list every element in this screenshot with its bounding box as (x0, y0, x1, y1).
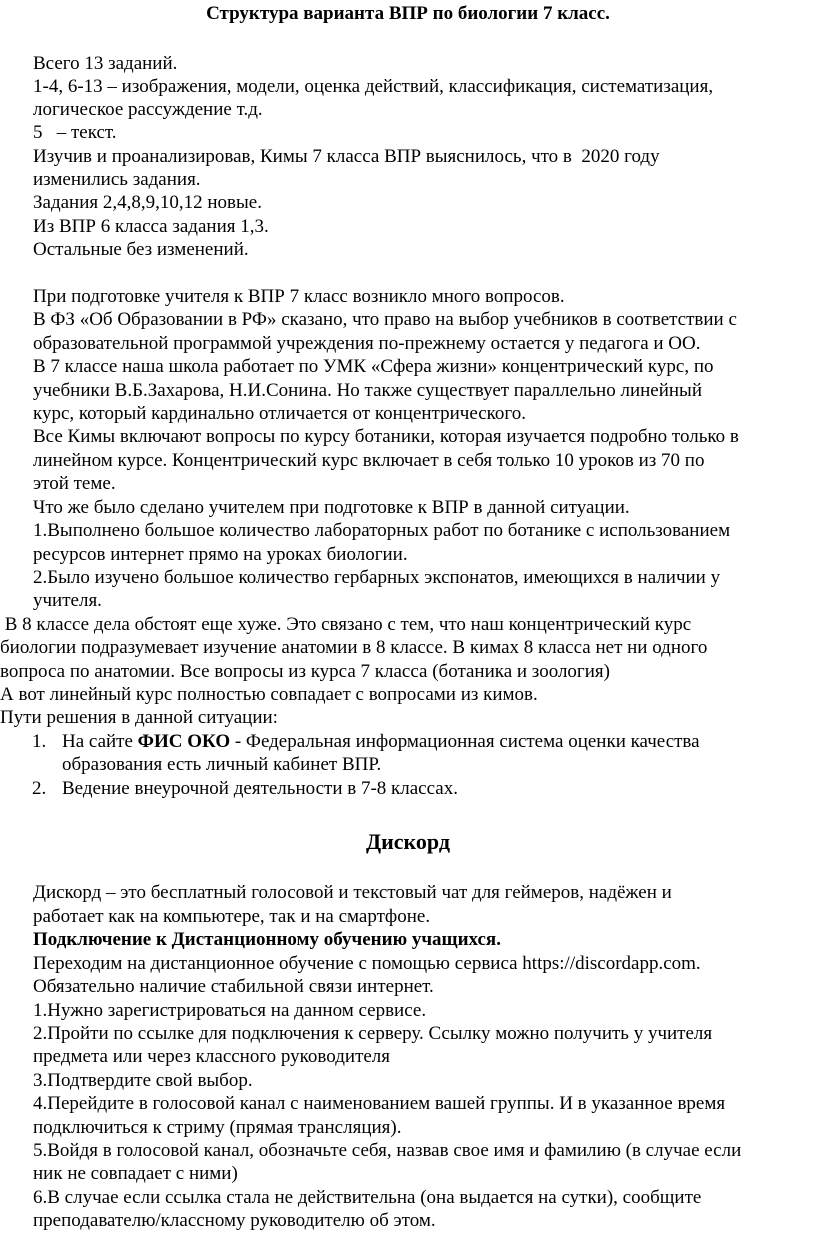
grade8-line: В 8 классе дела обстоят еще хуже. Это связано с тем, что наш концентрический курс (0, 614, 692, 635)
discord-intro-line: работает как на компьютере, так и на смартфоне. (33, 906, 431, 927)
body-line: В ФЗ «Об Образовании в РФ» сказано, что право на выбор учебников в соответствии с (33, 309, 737, 330)
grade8-line: А вот линейный курс полностью совпадает с вопросами из кимов. (0, 684, 538, 705)
discord-step-line: предмета или через классного руководителя (33, 1046, 391, 1067)
body-line: ресурсов интернет прямо на уроках биологии. (33, 544, 408, 565)
intro-line: изменились задания. (33, 169, 201, 190)
intro-line: Остальные без изменений. (33, 239, 249, 260)
intro-line: Изучив и проанализировав, Кимы 7 класса ВПР выяснилось, что в 2020 году (33, 146, 660, 167)
document-title: Структура варианта ВПР по биологии 7 класс. (206, 3, 610, 24)
discord-step-line: 5.Войдя в голосовой канал, обозначьте себя, назвав свое имя и фамилию (в случае если (33, 1140, 742, 1161)
list-item: Ведение внеурочной деятельности в 7-8 классах. (62, 778, 458, 799)
discord-step-line: ник не совпадает с ними) (33, 1163, 238, 1184)
discord-step-line: 4.Перейдите в голосовой канал с наименованием вашей группы. И в указанное время (33, 1093, 726, 1114)
list-item-continuation: образования есть личный кабинет ВПР. (62, 754, 382, 775)
body-line: курс, который кардинально отличается от концентрического. (33, 403, 526, 424)
intro-line: Всего 13 заданий. (33, 53, 178, 74)
discord-step-line: 1.Нужно зарегистрироваться на данном сервисе. (33, 1000, 427, 1021)
list-item-text: На сайте (62, 731, 138, 752)
discord-heading: Дискорд (365, 829, 451, 854)
body-line: Все Кимы включают вопросы по курсу ботаники, которая изучается подробно только в (33, 426, 739, 447)
intro-line: Из ВПР 6 класса задания 1,3. (33, 216, 269, 237)
intro-line: логическое рассуждение т.д. (33, 99, 263, 120)
grade8-line: биологии подразумевает изучение анатомии в 8 классе. В кимах 8 класса нет ни одного (0, 637, 708, 658)
list-item (62, 730, 700, 753)
body-line: этой теме. (33, 473, 116, 494)
intro-line: 1-4, 6-13 – изображения, модели, оценка действий, классификация, систематизация, (33, 76, 714, 97)
discord-step-line: 3.Подтвердите свой выбор. (33, 1070, 253, 1091)
body-line: При подготовке учителя к ВПР 7 класс возникло много вопросов. (33, 286, 565, 307)
list-number: 2. (32, 778, 47, 799)
intro-line: 5 – текст. (33, 122, 117, 143)
body-line: 1.Выполнено большое количество лабораторных работ по ботанике с использованием (33, 520, 731, 541)
list-item-text: - Федеральная информационная система оценки качества (230, 731, 700, 752)
body-line: 2.Было изучено большое количество гербарных экспонатов, имеющихся в наличии у (33, 567, 721, 588)
discord-step-line: Обязательно наличие стабильной связи интернет. (33, 976, 434, 997)
discord-step-line: Переходим на дистанционное обучение с помощью сервиса https://discordapp.com. (33, 953, 701, 974)
discord-intro-line: Дискорд – это бесплатный голосовой и текстовый чат для геймеров, надёжен и (33, 882, 672, 903)
intro-line: Задания 2,4,8,9,10,12 новые. (33, 192, 262, 213)
body-line: учебники В.Б.Захарова, Н.И.Сонина. Но также существует параллельно линейный (33, 380, 702, 401)
discord-step-line: подключиться к стриму (прямая трансляция). (33, 1117, 402, 1138)
discord-step-line: 2.Пройти по ссылке для подключения к серверу. Ссылку можно получить у учителя (33, 1023, 713, 1044)
grade8-line: вопроса по анатомии. Все вопросы из курса 7 класса (ботаника и зоология) (0, 661, 610, 682)
discord-step-line: преподавателю/классному руководителю об этом. (33, 1210, 436, 1231)
discord-step-line: 6.В случае если ссылка стала не действительна (она выдается на сутки), сообщите (33, 1187, 702, 1208)
grade8-line: Пути решения в данной ситуации: (0, 707, 278, 728)
body-line: Что же было сделано учителем при подготовке к ВПР в данной ситуации. (33, 497, 630, 518)
body-line: В 7 классе наша школа работает по УМК «Сфера жизни» концентрический курс, по (33, 356, 714, 377)
body-line: линейном курсе. Концентрический курс включает в себя только 10 уроков из 70 по (33, 450, 705, 471)
fis-oko-term: ФИС ОКО (137, 731, 231, 752)
discord-connect-heading: Подключение к Дистанционному обучению учащихся. (33, 929, 501, 950)
body-line: образовательной программой учреждения по-прежнему остается у педагога и ОО. (33, 333, 701, 354)
body-line: учителя. (33, 590, 102, 611)
list-number: 1. (32, 731, 47, 752)
